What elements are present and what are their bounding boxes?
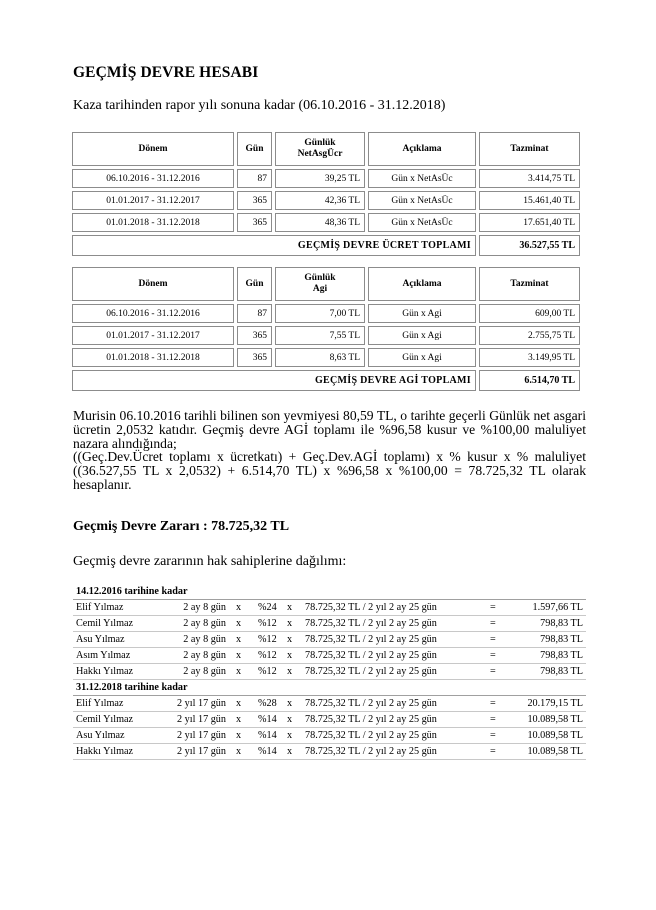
equals-sign: = bbox=[490, 730, 496, 741]
equals-sign: = bbox=[490, 650, 496, 661]
table-row bbox=[72, 213, 580, 232]
list-item bbox=[73, 712, 586, 728]
heir-amount: 798,83 TL bbox=[540, 650, 583, 661]
heir-name: Cemil Yılmaz bbox=[76, 618, 134, 629]
cell-amount: 17.651,40 TL bbox=[479, 213, 580, 232]
multiply-sign: x bbox=[287, 746, 293, 757]
heir-formula: 78.725,32 TL / 2 yıl 2 ay 25 gün bbox=[305, 602, 437, 613]
cell-daily: 42,36 TL bbox=[275, 191, 365, 210]
heir-name: Cemil Yılmaz bbox=[76, 714, 134, 725]
column-header-amount: Tazminat bbox=[479, 132, 580, 166]
cell-days: 365 bbox=[237, 191, 272, 210]
heir-amount: 10.089,58 TL bbox=[527, 730, 583, 741]
heir-formula: 78.725,32 TL / 2 yıl 2 ay 25 gün bbox=[305, 746, 437, 757]
heir-duration: 2 ay 8 gün bbox=[183, 602, 226, 613]
multiply-sign: x bbox=[287, 730, 293, 741]
cell-daily: 39,25 TL bbox=[275, 169, 365, 188]
explanation-line-2: ((Geç.Dev.Ücret toplamı x ücretkatı) + Geç.Dev.AGİ toplamı) x % kusur x % maluliyet ((36.527,55 TL x 2,0532) + 6.514,70 TL) x %96,58 x %100,00 = 78.725,32 TL olarak hesaplanır. bbox=[73, 449, 586, 492]
heir-duration: 2 ay 8 gün bbox=[183, 650, 226, 661]
equals-sign: = bbox=[490, 714, 496, 725]
multiply-sign: x bbox=[236, 746, 242, 757]
multiply-sign: x bbox=[236, 698, 242, 709]
multiply-sign: x bbox=[236, 634, 242, 645]
heir-share: %14 bbox=[258, 714, 277, 725]
list-item bbox=[73, 728, 586, 744]
heir-name: Hakkı Yılmaz bbox=[76, 666, 134, 677]
list-item bbox=[73, 632, 586, 648]
cell-period: 06.10.2016 - 31.12.2016 bbox=[72, 304, 234, 323]
cell-amount: 609,00 TL bbox=[479, 304, 580, 323]
multiply-sign: x bbox=[236, 666, 242, 677]
heir-formula: 78.725,32 TL / 2 yıl 2 ay 25 gün bbox=[305, 650, 437, 661]
heir-name: Asu Yılmaz bbox=[76, 730, 125, 741]
table-row bbox=[72, 191, 580, 210]
list-item bbox=[73, 616, 586, 632]
cell-description: Gün x NetAsÜc bbox=[368, 213, 476, 232]
column-header-days: Gün bbox=[237, 267, 272, 301]
heir-formula: 78.725,32 TL / 2 yıl 2 ay 25 gün bbox=[305, 618, 437, 629]
column-header-period: Dönem bbox=[72, 267, 234, 301]
distribution-heading: Geçmiş devre zararının hak sahiplerine dağılımı: bbox=[73, 554, 347, 569]
heir-duration: 2 ay 8 gün bbox=[183, 618, 226, 629]
equals-sign: = bbox=[490, 666, 496, 677]
heir-duration: 2 yıl 17 gün bbox=[177, 746, 226, 757]
heir-name: Asu Yılmaz bbox=[76, 634, 125, 645]
loss-heading: Geçmiş Devre Zararı : 78.725,32 TL bbox=[73, 519, 290, 534]
cell-days: 87 bbox=[237, 304, 272, 323]
cell-days: 365 bbox=[237, 326, 272, 345]
section-heading: 31.12.2018 tarihine kadar bbox=[73, 680, 586, 696]
agi-total-value: 6.514,70 TL bbox=[479, 370, 580, 391]
heir-duration: 2 ay 8 gün bbox=[183, 666, 226, 677]
multiply-sign: x bbox=[287, 602, 293, 613]
cell-amount: 3.149,95 TL bbox=[479, 348, 580, 367]
list-item bbox=[73, 664, 586, 680]
multiply-sign: x bbox=[287, 666, 293, 677]
column-header-description: Açıklama bbox=[368, 132, 476, 166]
cell-period: 01.01.2017 - 31.12.2017 bbox=[72, 326, 234, 345]
cell-days: 365 bbox=[237, 348, 272, 367]
agi-table bbox=[69, 264, 583, 394]
cell-description: Gün x NetAsÜc bbox=[368, 169, 476, 188]
page-subtitle: Kaza tarihinden rapor yılı sonuna kadar (06.10.2016 - 31.12.2018) bbox=[73, 98, 446, 113]
heir-name: Asım Yılmaz bbox=[76, 650, 131, 661]
heir-name: Elif Yılmaz bbox=[76, 602, 124, 613]
equals-sign: = bbox=[490, 746, 496, 757]
heir-amount: 10.089,58 TL bbox=[527, 746, 583, 757]
wage-total-label: GEÇMİŞ DEVRE ÜCRET TOPLAMI bbox=[72, 235, 476, 256]
heir-amount: 1.597,66 TL bbox=[532, 602, 583, 613]
heir-share: %12 bbox=[258, 666, 277, 677]
heir-duration: 2 yıl 17 gün bbox=[177, 698, 226, 709]
heir-name: Hakkı Yılmaz bbox=[76, 746, 134, 757]
heir-share: %12 bbox=[258, 634, 277, 645]
total-row bbox=[72, 370, 580, 391]
heir-share: %28 bbox=[258, 698, 277, 709]
equals-sign: = bbox=[490, 634, 496, 645]
heir-formula: 78.725,32 TL / 2 yıl 2 ay 25 gün bbox=[305, 714, 437, 725]
table-row bbox=[72, 326, 580, 345]
heir-formula: 78.725,32 TL / 2 yıl 2 ay 25 gün bbox=[305, 666, 437, 677]
multiply-sign: x bbox=[236, 650, 242, 661]
multiply-sign: x bbox=[236, 714, 242, 725]
column-header-amount: Tazminat bbox=[479, 267, 580, 301]
section-heading: 14.12.2016 tarihine kadar bbox=[73, 584, 586, 600]
cell-description: Gün x Agi bbox=[368, 304, 476, 323]
wage-total-value: 36.527,55 TL bbox=[479, 235, 580, 256]
column-header-daily-text: Günlük NetAsgÜcr bbox=[297, 138, 343, 159]
multiply-sign: x bbox=[236, 618, 242, 629]
column-header-days: Gün bbox=[237, 132, 272, 166]
cell-days: 87 bbox=[237, 169, 272, 188]
heir-share: %14 bbox=[258, 746, 277, 757]
cell-daily: 48,36 TL bbox=[275, 213, 365, 232]
page-title: GEÇMİŞ DEVRE HESABI bbox=[73, 64, 259, 81]
cell-period: 01.01.2018 - 31.12.2018 bbox=[72, 348, 234, 367]
heir-share: %12 bbox=[258, 650, 277, 661]
cell-period: 01.01.2017 - 31.12.2017 bbox=[72, 191, 234, 210]
table-row bbox=[72, 304, 580, 323]
table-header-row bbox=[72, 267, 580, 301]
list-item bbox=[73, 600, 586, 616]
heir-share: %24 bbox=[258, 602, 277, 613]
cell-period: 01.01.2018 - 31.12.2018 bbox=[72, 213, 234, 232]
heir-formula: 78.725,32 TL / 2 yıl 2 ay 25 gün bbox=[305, 698, 437, 709]
multiply-sign: x bbox=[236, 730, 242, 741]
column-header-daily bbox=[275, 267, 365, 301]
cell-description: Gün x Agi bbox=[368, 348, 476, 367]
column-header-description: Açıklama bbox=[368, 267, 476, 301]
cell-amount: 3.414,75 TL bbox=[479, 169, 580, 188]
column-header-period: Dönem bbox=[72, 132, 234, 166]
equals-sign: = bbox=[490, 602, 496, 613]
equals-sign: = bbox=[490, 698, 496, 709]
heir-amount: 798,83 TL bbox=[540, 634, 583, 645]
cell-description: Gün x NetAsÜc bbox=[368, 191, 476, 210]
multiply-sign: x bbox=[287, 714, 293, 725]
table-header-row bbox=[72, 132, 580, 166]
multiply-sign: x bbox=[287, 618, 293, 629]
explanation-paragraph bbox=[73, 409, 586, 492]
heir-amount: 10.089,58 TL bbox=[527, 714, 583, 725]
multiply-sign: x bbox=[287, 650, 293, 661]
heir-formula: 78.725,32 TL / 2 yıl 2 ay 25 gün bbox=[305, 634, 437, 645]
cell-daily: 8,63 TL bbox=[275, 348, 365, 367]
list-item bbox=[73, 648, 586, 664]
distribution-table bbox=[73, 584, 586, 760]
cell-days: 365 bbox=[237, 213, 272, 232]
heir-formula: 78.725,32 TL / 2 yıl 2 ay 25 gün bbox=[305, 730, 437, 741]
agi-total-label: GEÇMİŞ DEVRE AGİ TOPLAMI bbox=[72, 370, 476, 391]
heir-amount: 20.179,15 TL bbox=[527, 698, 583, 709]
table-row bbox=[72, 348, 580, 367]
column-header-daily-text: Günlük Agi bbox=[304, 273, 336, 294]
list-item bbox=[73, 696, 586, 712]
list-item bbox=[73, 744, 586, 760]
multiply-sign: x bbox=[287, 634, 293, 645]
explanation-line-1: Murisin 06.10.2016 tarihli bilinen son yevmiyesi 80,59 TL, o tarihte geçerli Günlük net asgari ücretin 2,0532 katıdır. Geçmiş devre AGİ toplamı ile %96,58 kusur ve %100,00 maluliyet nazara alındığında; bbox=[73, 408, 586, 451]
heir-duration: 2 yıl 17 gün bbox=[177, 730, 226, 741]
cell-description: Gün x Agi bbox=[368, 326, 476, 345]
cell-period: 06.10.2016 - 31.12.2016 bbox=[72, 169, 234, 188]
column-header-daily bbox=[275, 132, 365, 166]
table-row bbox=[72, 169, 580, 188]
cell-daily: 7,00 TL bbox=[275, 304, 365, 323]
cell-daily: 7,55 TL bbox=[275, 326, 365, 345]
cell-amount: 2.755,75 TL bbox=[479, 326, 580, 345]
heir-duration: 2 ay 8 gün bbox=[183, 634, 226, 645]
equals-sign: = bbox=[490, 618, 496, 629]
heir-amount: 798,83 TL bbox=[540, 666, 583, 677]
total-row bbox=[72, 235, 580, 256]
multiply-sign: x bbox=[236, 602, 242, 613]
heir-share: %12 bbox=[258, 618, 277, 629]
cell-amount: 15.461,40 TL bbox=[479, 191, 580, 210]
heir-amount: 798,83 TL bbox=[540, 618, 583, 629]
heir-duration: 2 yıl 17 gün bbox=[177, 714, 226, 725]
multiply-sign: x bbox=[287, 698, 293, 709]
heir-name: Elif Yılmaz bbox=[76, 698, 124, 709]
heir-share: %14 bbox=[258, 730, 277, 741]
wage-table bbox=[69, 129, 583, 259]
